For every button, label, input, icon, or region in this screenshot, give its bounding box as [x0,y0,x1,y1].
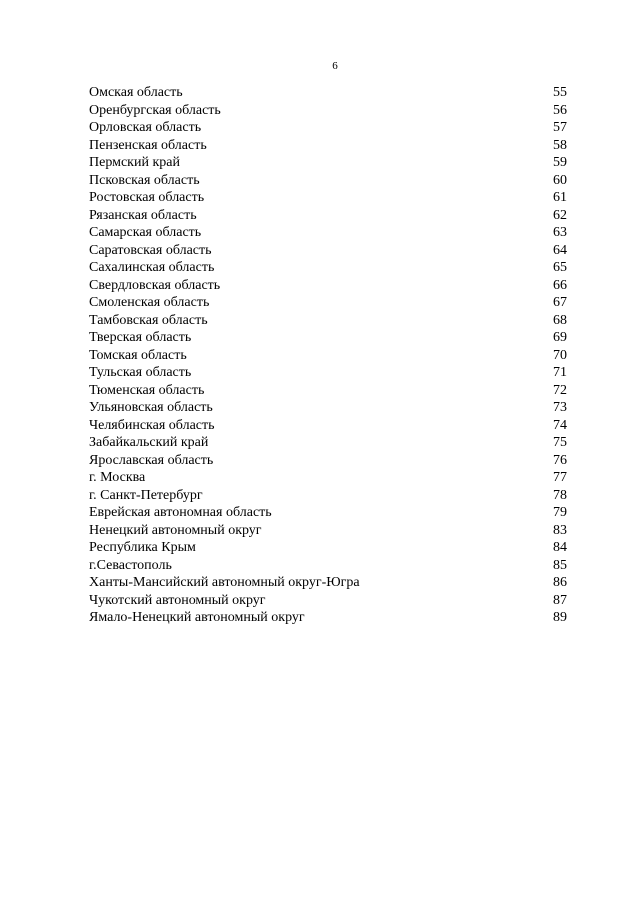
toc-entry [89,259,569,277]
toc-entry-title: Омская область [89,85,183,100]
toc-entry-title: Тюменская область [89,382,205,398]
toc-entry [89,172,569,190]
toc-entry-page-number: 62 [553,207,567,223]
toc-entry-page-number: 75 [553,435,567,450]
toc-entry [89,102,569,120]
toc-entry [89,207,569,225]
toc-entry [89,469,569,487]
toc-entry [89,154,569,172]
toc-entry-title: Тамбовская область [89,312,208,328]
toc-entry-title: г. Москва [89,470,146,485]
toc-entry-page-number: 83 [553,522,567,538]
toc-entry [89,347,569,365]
toc-entry-page-number: 71 [553,365,567,380]
toc-entry [89,277,569,295]
toc-entry-title: Пензенская область [89,137,207,153]
toc-entry [89,452,569,470]
toc-entry-title: Рязанская область [89,207,197,223]
table-of-contents [89,84,569,627]
toc-entry-title: Смоленская область [89,295,210,310]
toc-entry-title: Тульская область [89,365,192,380]
toc-entry-title: Ханты-Мансийский автономный округ-Югра [89,575,360,590]
toc-entry-title: Ульяновская область [89,400,213,415]
toc-entry [89,417,569,435]
toc-entry-page-number: 68 [553,312,567,328]
toc-entry-title: Томская область [89,347,187,363]
toc-entry-title: Еврейская автономная область [89,505,272,520]
toc-entry-page-number: 87 [553,592,567,608]
toc-entry [89,294,569,312]
toc-entry [89,504,569,522]
toc-entry [89,224,569,242]
toc-entry-page-number: 61 [553,190,567,205]
toc-entry-page-number: 65 [553,260,567,275]
toc-entry-title: Забайкальский край [89,435,209,450]
toc-entry-title: Свердловская область [89,277,221,293]
toc-entry [89,119,569,137]
toc-entry-page-number: 84 [553,540,567,555]
toc-entry [89,592,569,610]
toc-entry-page-number: 64 [553,242,567,258]
toc-entry-page-number: 69 [553,330,567,345]
toc-entry [89,522,569,540]
toc-entry-title: г.Севастополь [89,557,172,573]
toc-entry-page-number: 57 [553,120,567,135]
toc-entry [89,312,569,330]
toc-entry [89,189,569,207]
toc-entry-title: Ненецкий автономный округ [89,522,262,538]
toc-entry [89,487,569,505]
toc-entry-title: Тверская область [89,330,192,345]
toc-entry-title: Ярославская область [89,452,214,468]
toc-entry-title: Челябинская область [89,417,215,433]
toc-entry-title: Саратовская область [89,242,212,258]
toc-entry [89,539,569,557]
toc-entry [89,329,569,347]
toc-entry-page-number: 72 [553,382,567,398]
toc-entry-page-number: 66 [553,277,567,293]
toc-entry [89,399,569,417]
toc-entry [89,382,569,400]
toc-entry [89,609,569,627]
toc-entry-title: г. Санкт-Петербург [89,487,203,503]
toc-entry-title: Псковская область [89,172,200,188]
toc-entry-title: Республика Крым [89,540,196,555]
toc-entry [89,574,569,592]
toc-entry-page-number: 89 [553,610,567,625]
toc-entry-page-number: 85 [553,557,567,573]
toc-entry-page-number: 60 [553,172,567,188]
page-number: 6 [332,60,338,72]
toc-entry-title: Оренбургская область [89,102,221,118]
toc-entry-title: Ростовская область [89,190,205,205]
toc-entry [89,137,569,155]
toc-entry [89,242,569,260]
toc-entry [89,557,569,575]
toc-entry-title: Орловская область [89,120,202,135]
toc-entry-page-number: 86 [553,575,567,590]
toc-entry [89,84,569,102]
toc-entry-title: Ямало-Ненецкий автономный округ [89,610,305,625]
toc-entry [89,434,569,452]
toc-entry-page-number: 58 [553,137,567,153]
toc-entry-page-number: 63 [553,225,567,240]
toc-entry-page-number: 67 [553,295,567,310]
toc-entry-page-number: 77 [553,470,567,485]
toc-entry [89,364,569,382]
toc-entry-title: Самарская область [89,225,202,240]
toc-entry-page-number: 55 [553,85,567,100]
toc-entry-page-number: 79 [553,505,567,520]
toc-entry-title: Сахалинская область [89,260,215,275]
toc-entry-page-number: 70 [553,347,567,363]
toc-entry-page-number: 73 [553,400,567,415]
toc-entry-page-number: 56 [553,102,567,118]
toc-entry-page-number: 76 [553,452,567,468]
toc-entry-title: Чукотский автономный округ [89,592,266,608]
toc-entry-title: Пермский край [89,155,180,170]
toc-entry-page-number: 74 [553,417,567,433]
toc-entry-page-number: 59 [553,155,567,170]
toc-entry-page-number: 78 [553,487,567,503]
